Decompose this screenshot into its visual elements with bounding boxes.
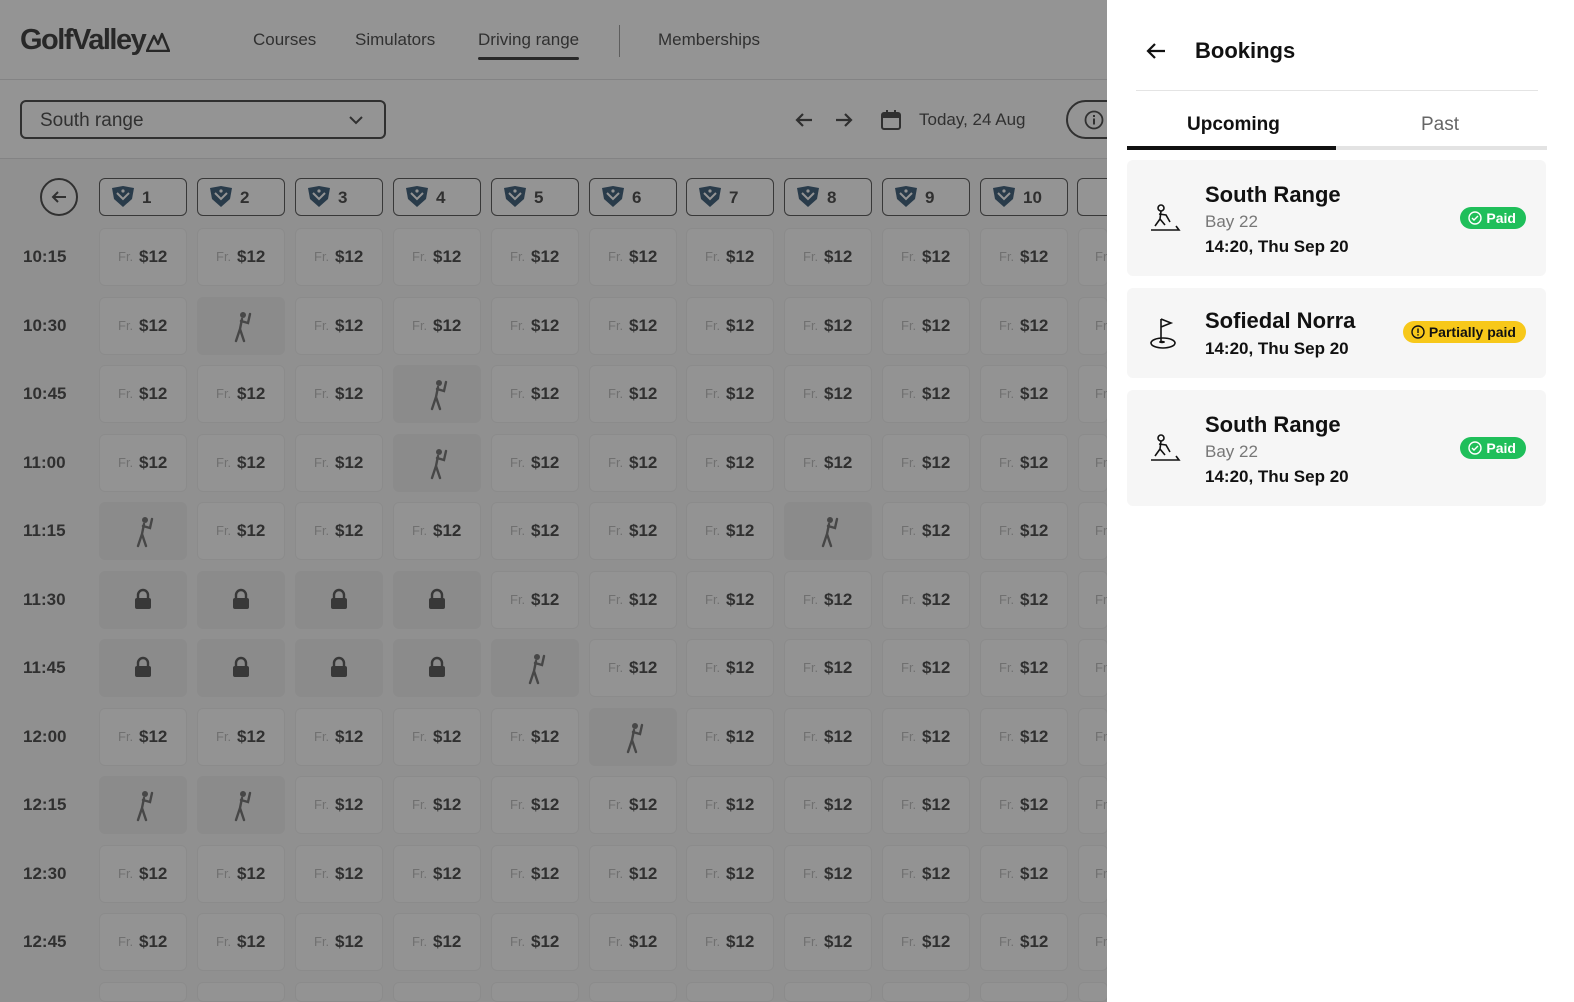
status-badge bbox=[1460, 207, 1526, 229]
booking-datetime: 14:20, Thu Sep 20 bbox=[1205, 339, 1349, 358]
tab-upcoming[interactable]: Upcoming bbox=[1187, 114, 1280, 135]
booking-datetime: 14:20, Thu Sep 20 bbox=[1205, 237, 1349, 256]
bookings-panel bbox=[1107, 0, 1574, 1002]
check-circle-icon bbox=[1468, 211, 1482, 225]
tab-indicator-track bbox=[1127, 146, 1547, 150]
booking-card[interactable] bbox=[1127, 390, 1546, 506]
booking-card[interactable] bbox=[1127, 288, 1546, 378]
status-badge-label: Partially paid bbox=[1428, 324, 1516, 340]
panel-divider bbox=[1136, 90, 1538, 91]
golf-course-flag-icon bbox=[1149, 316, 1181, 350]
tab-past[interactable]: Past bbox=[1421, 114, 1460, 135]
booking-card[interactable] bbox=[1127, 160, 1546, 276]
status-badge-label: Paid bbox=[1486, 440, 1516, 456]
booking-name: Sofiedal Norra bbox=[1205, 308, 1356, 333]
status-badge-label: Paid bbox=[1486, 210, 1516, 226]
booking-name: South Range bbox=[1205, 182, 1341, 207]
driving-range-icon bbox=[1149, 434, 1181, 462]
booking-name: South Range bbox=[1205, 412, 1341, 437]
check-circle-icon bbox=[1468, 441, 1482, 455]
status-badge bbox=[1403, 321, 1526, 343]
warning-circle-icon bbox=[1411, 325, 1425, 339]
driving-range-icon bbox=[1149, 204, 1181, 232]
booking-bay: Bay 22 bbox=[1205, 212, 1258, 231]
tab-indicator-active bbox=[1127, 146, 1336, 150]
close-panel-arrow-icon[interactable] bbox=[1145, 40, 1167, 62]
booking-bay: Bay 22 bbox=[1205, 442, 1258, 461]
panel-title: Bookings bbox=[1195, 38, 1296, 63]
status-badge bbox=[1460, 437, 1526, 459]
booking-datetime: 14:20, Thu Sep 20 bbox=[1205, 467, 1349, 486]
